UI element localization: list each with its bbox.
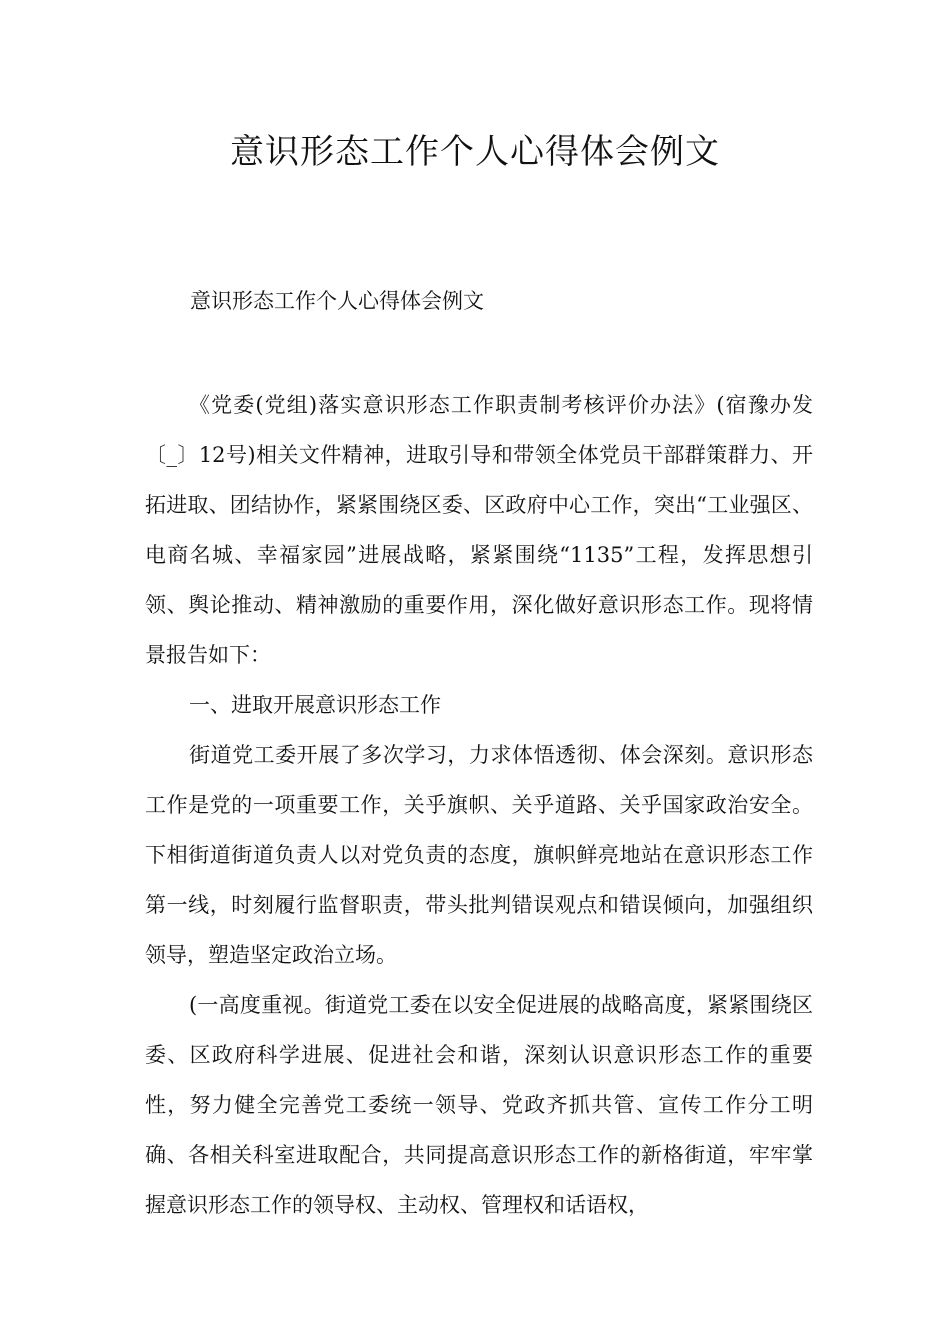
document-subtitle: 意识形态工作个人心得体会例文 (190, 289, 484, 313)
document-body (145, 380, 813, 1230)
document-title: 意识形态工作个人心得体会例文 (230, 132, 720, 172)
paragraph-section-1: 街道党工委开展了多次学习，力求体悟透彻、体会深刻。意识形态工作是党的一项重要工作，关乎旗帜、关乎道路、关乎国家政治安全。下相街道街道负责人以对党负责的态度，旗帜鲜亮地站在意识形态工作第一线，时刻履行监督职责，带头批判错误观点和错误倾向，加强组织领导，塑造坚定政治立场。 (145, 743, 813, 967)
section-heading-1: 一、进取开展意识形态工作 (189, 693, 441, 717)
paragraph-intro: 《党委(党组)落实意识形态工作职责制考核评价办法》(宿豫办发〔_〕12号)相关文件精神，进取引导和带领全体党员干部群策群力、开拓进取、团结协作，紧紧围绕区委、区政府中心工作，突出“工业强区、电商名城、幸福家园”进展战略，紧紧围绕“1135”工程，发挥思想引领、舆论推动、精神激励的重要作用，深化做好意识形态工作。现将情景报告如下： (145, 393, 813, 667)
paragraph-subsection-1: (一高度重视。街道党工委在以安全促进展的战略高度，紧紧围绕区委、区政府科学进展、促进社会和谐，深刻认识意识形态工作的重要性，努力健全完善党工委统一领导、党政齐抓共管、宣传工作分工明确、各相关科室进取配合，共同提高意识形态工作的新格街道，牢牢掌握意识形态工作的领导权、主动权、管理权和话语权， (145, 993, 813, 1217)
